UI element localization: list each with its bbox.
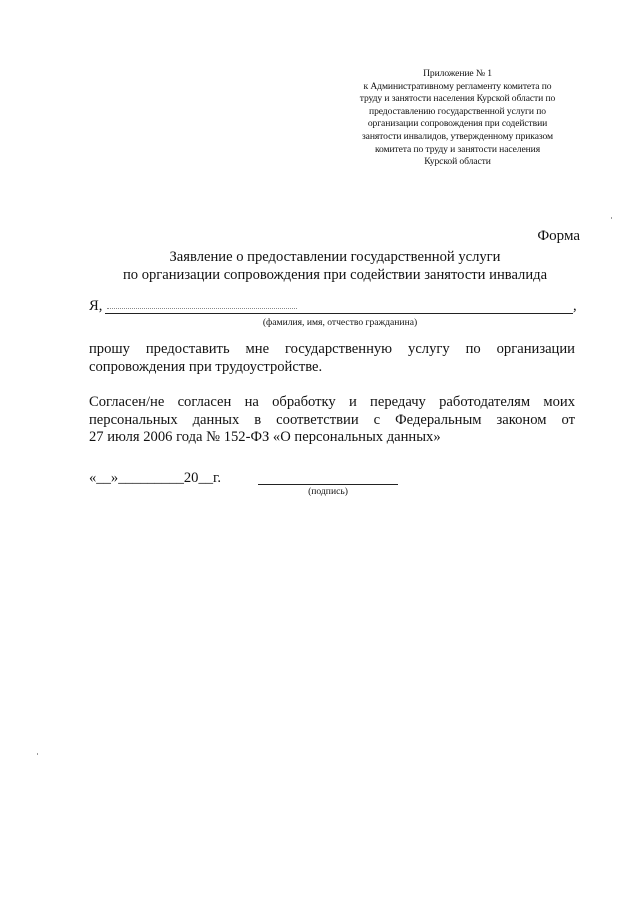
request-line-2: сопровождения при трудоустройстве. [89,358,323,375]
appendix-line: организации сопровождения при содействии [367,118,548,130]
consent-line-2: персональных данных в соответствии с Федеральным законом от [89,411,575,428]
signature-caption: (подпись) [308,486,348,497]
appendix-line: к Административному регламенту комитета по [363,80,552,92]
applicant-name-field[interactable] [105,313,573,314]
title-line-2: по организации сопровождения при содействии занятости инвалида [122,267,548,283]
name-caption: (фамилия, имя, отчество гражданина) [262,317,418,328]
scan-speck [37,753,38,755]
request-line-1: прошу предоставить мне государственную услугу по организации [89,341,575,357]
title-line-1: Заявление о предоставлении государственной услуги [169,249,501,265]
applicant-suffix: , [573,298,577,314]
scan-speck [611,217,612,219]
appendix-line: комитета по труду и занятости населения [374,143,541,155]
name-field-dots [107,308,297,309]
appendix-line: Приложение № 1 [423,68,492,79]
consent-line-3: 27 июля 2006 года № 152-ФЗ «О персональных данных» [89,429,441,445]
request-paragraph [89,341,575,376]
consent-paragraph [89,394,575,447]
applicant-name-row [89,298,579,318]
applicant-prefix: Я, [89,298,103,314]
form-label: Форма [537,228,580,244]
date-field[interactable]: «__»_________20__г. [89,470,222,486]
appendix-line: занятости инвалидов, утвержденному приказом [361,130,553,142]
appendix-line: труду и занятости населения Курской области по [359,93,556,105]
appendix-header [330,68,585,169]
consent-line-1: Согласен/не согласен на обработку и передачу работодателям моих [89,394,575,410]
signature-field[interactable] [258,484,398,485]
appendix-line: Курской области [424,156,491,168]
appendix-line: предоставлению государственной услуги по [369,105,546,117]
document-title [90,248,580,284]
